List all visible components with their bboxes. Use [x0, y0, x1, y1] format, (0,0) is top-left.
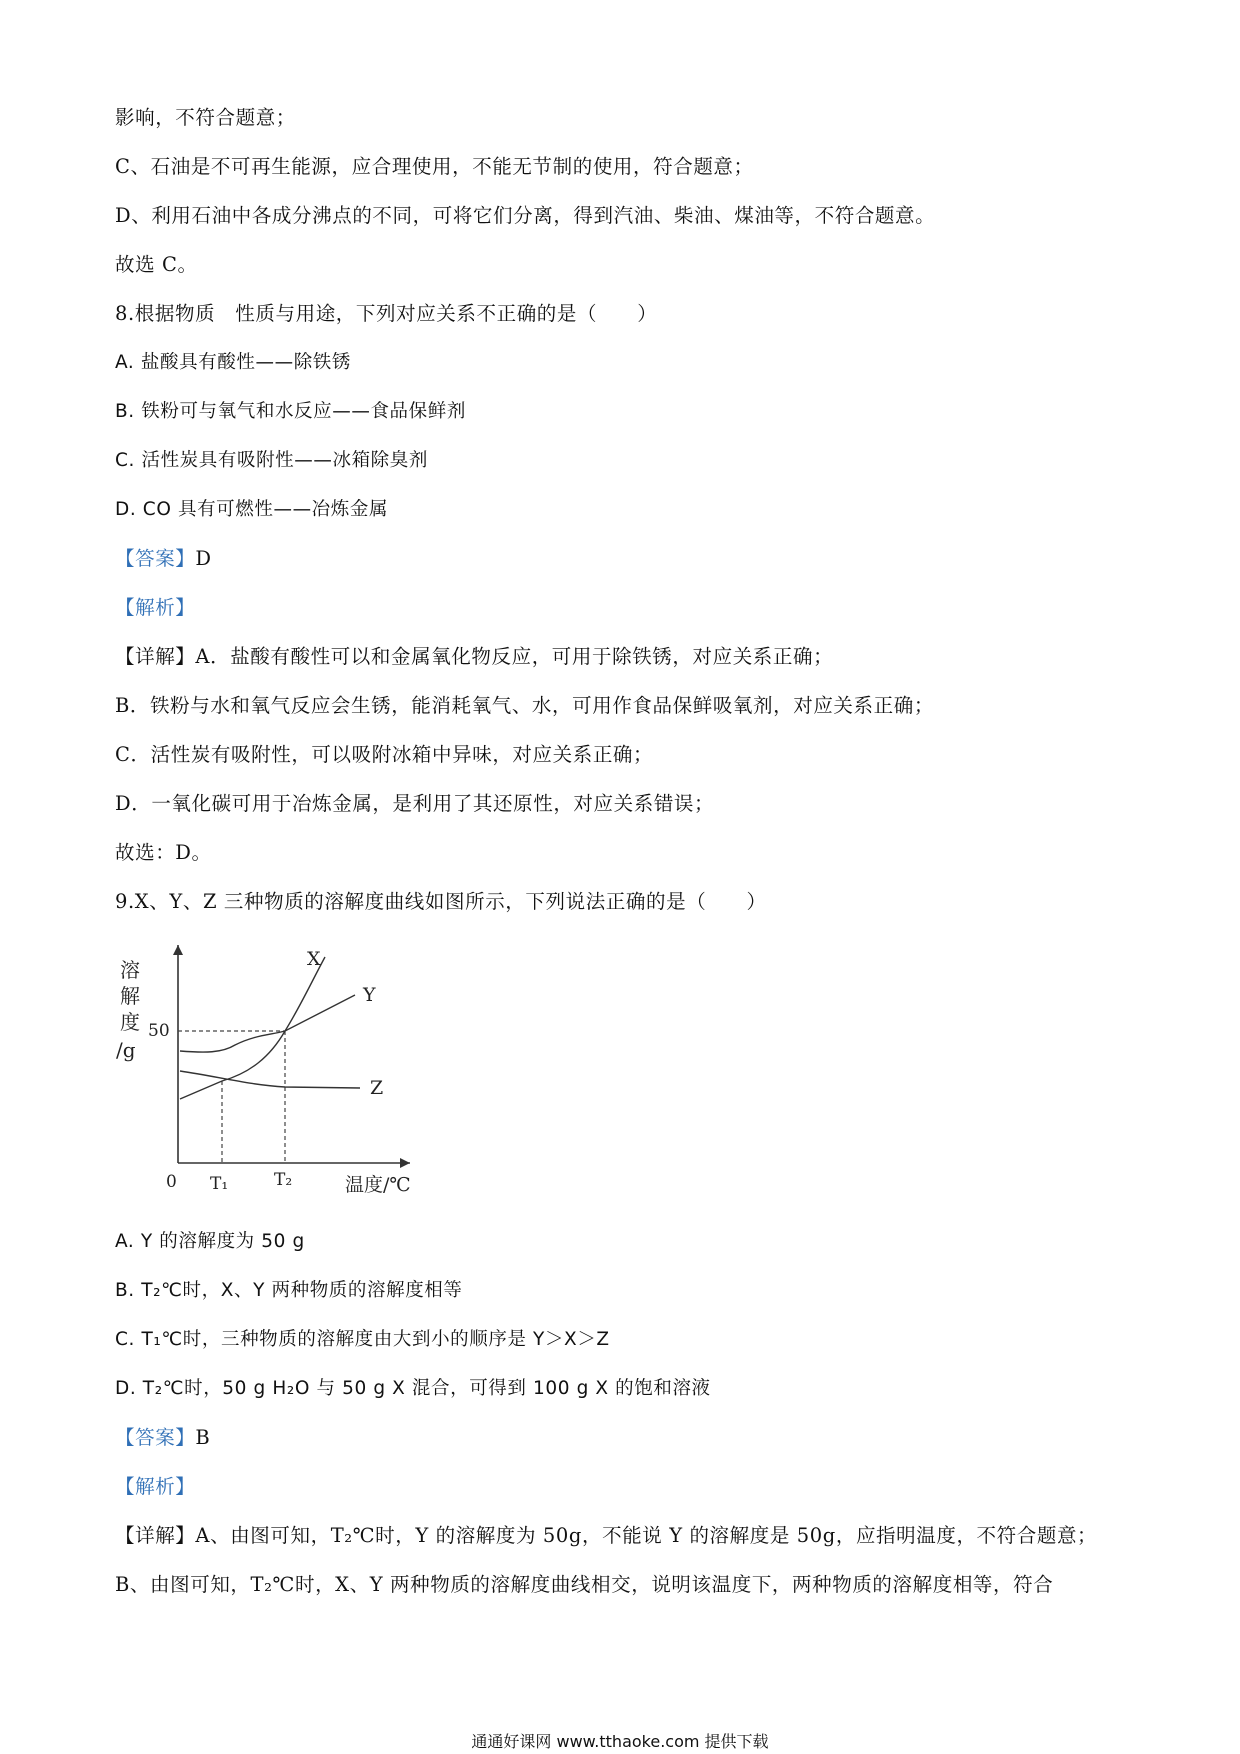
- x-axis-arrow: [400, 1158, 410, 1168]
- y-label-4: /g: [116, 1038, 136, 1062]
- solubility-graph: [110, 945, 420, 1195]
- t1-label: T₁: [210, 1174, 229, 1194]
- x-label: 温度/℃: [345, 1174, 411, 1195]
- detail-text: A．盐酸有酸性可以和金属氧化物反应，可用于除铁锈，对应关系正确；: [195, 645, 834, 668]
- answer-value: D: [195, 547, 212, 570]
- detail-text: A、由图可知，T₂℃时，Y 的溶解度为 50g，不能说 Y 的溶解度是 50g，应指明温度，不符合题意；: [195, 1524, 1098, 1547]
- q9-analysis: [115, 1473, 195, 1501]
- analysis-tag: 【解析】: [115, 1475, 196, 1498]
- q8-conclusion: 故选：D。: [115, 841, 212, 864]
- curve-x: [180, 957, 325, 1099]
- origin-label: 0: [166, 1172, 177, 1192]
- detail-tag: 【详解】: [115, 1524, 196, 1547]
- text-line: D、利用石油中各成分沸点的不同，可将它们分离，得到汽油、柴油、煤油等，不符合题意。: [115, 204, 936, 227]
- q8-detail-b: B．铁粉与水和氧气反应会生锈，能消耗氧气、水，可用作食品保鲜吸氧剂，对应关系正确；: [115, 694, 934, 717]
- q9-detail-a: [115, 1522, 1097, 1550]
- t2-label: T₂: [274, 1170, 293, 1190]
- q8-detail-a: [115, 643, 833, 671]
- question-8: 8.根据物质 性质与用途，下列对应关系不正确的是（ ）: [115, 302, 658, 325]
- series-x-label: X: [307, 948, 321, 970]
- q8-option-b: B. 铁粉可与氧气和水反应——食品保鲜剂: [115, 401, 466, 422]
- q8-analysis: [115, 594, 195, 622]
- y-tick-50: 50: [148, 1021, 170, 1041]
- series-y-label: Y: [363, 984, 376, 1006]
- curve-y: [180, 995, 355, 1052]
- q9-option-d: D. T₂℃时，50 g H₂O 与 50 g X 混合，可得到 100 g X 的饱和溶液: [115, 1378, 711, 1399]
- series-z-label: Z: [370, 1077, 384, 1099]
- q9-option-c: C. T₁℃时，三种物质的溶解度由大到小的顺序是 Y＞X＞Z: [115, 1329, 610, 1350]
- answer-value: B: [195, 1426, 211, 1449]
- curve-z: [180, 1071, 360, 1088]
- y-label-2: 解: [120, 984, 140, 1008]
- page-footer: 通通好课网 www.tthaoke.com 提供下载: [471, 1732, 769, 1751]
- q8-detail-d: D．一氧化碳可用于冶炼金属，是利用了其还原性，对应关系错误；: [115, 792, 715, 815]
- q8-option-c: C. 活性炭具有吸附性——冰箱除臭剂: [115, 450, 428, 471]
- text-line: 影响，不符合题意；: [115, 106, 296, 129]
- q9-answer: [115, 1424, 210, 1452]
- y-axis-arrow: [173, 945, 183, 955]
- q8-detail-c: C．活性炭有吸附性，可以吸附冰箱中异味，对应关系正确；: [115, 743, 654, 766]
- y-label-1: 溶: [120, 958, 140, 982]
- q9-option-a: A. Y 的溶解度为 50 g: [115, 1231, 305, 1252]
- text-line: C、石油是不可再生能源，应合理使用，不能无节制的使用，符合题意；: [115, 155, 754, 178]
- analysis-tag: 【解析】: [115, 596, 196, 619]
- question-9: 9.X、Y、Z 三种物质的溶解度曲线如图所示，下列说法正确的是（ ）: [115, 890, 767, 913]
- y-label-3: 度: [120, 1010, 140, 1034]
- text-line: 故选 C。: [115, 253, 198, 276]
- detail-tag: 【详解】: [115, 645, 196, 668]
- answer-tag: 【答案】: [115, 1426, 196, 1449]
- q8-option-a: A. 盐酸具有酸性——除铁锈: [115, 352, 351, 373]
- q8-answer: [115, 545, 212, 573]
- q9-option-b: B. T₂℃时，X、Y 两种物质的溶解度相等: [115, 1280, 463, 1301]
- answer-tag: 【答案】: [115, 547, 196, 570]
- q9-detail-b: B、由图可知，T₂℃时，X、Y 两种物质的溶解度曲线相交，说明该温度下，两种物质的溶解度相等，符合: [115, 1573, 1054, 1596]
- q8-option-d: D. CO 具有可燃性——冶炼金属: [115, 499, 389, 520]
